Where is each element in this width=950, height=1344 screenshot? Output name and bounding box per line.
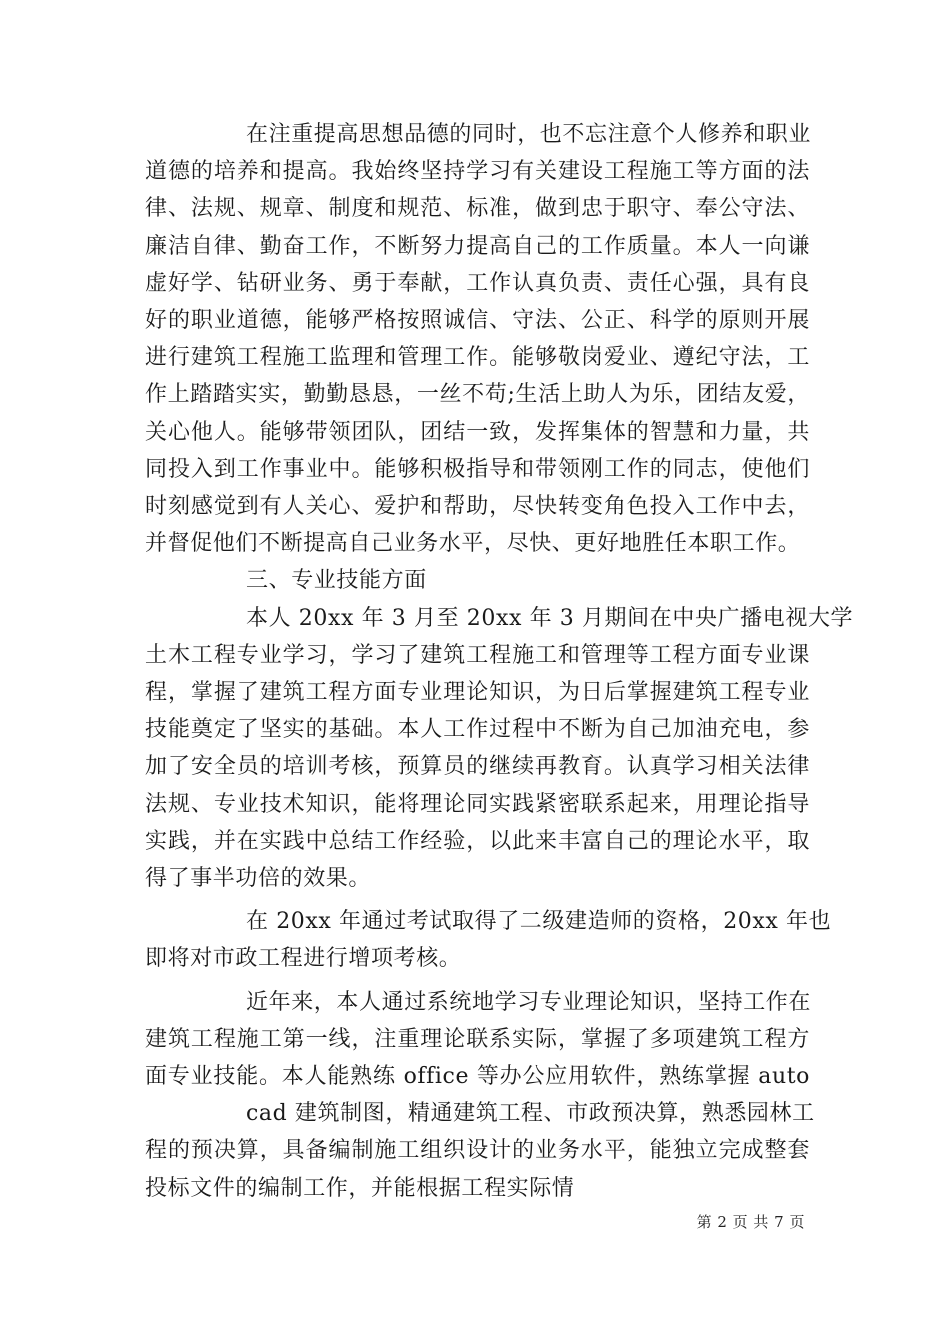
paragraph-line: cad 建筑制图，精通建筑工程、市政预决算，熟悉园林工 xyxy=(246,1101,815,1126)
section-heading: 三、专业技能方面 xyxy=(246,568,427,593)
paragraph-line: 即将对市政工程进行增项考核。 xyxy=(145,946,462,971)
paragraph-line: 面专业技能。本人能熟练 office 等办公应用软件，熟练掌握 auto xyxy=(145,1064,810,1089)
paragraph-line: 建筑工程施工第一线，注重理论联系实际，掌握了多项建筑工程方 xyxy=(145,1027,810,1052)
paragraph-line: 土木工程专业学习，学习了建筑工程施工和管理等工程方面专业课 xyxy=(145,643,810,668)
paragraph-line: 道德的培养和提高。我始终坚持学习有关建设工程施工等方面的法 xyxy=(145,159,810,184)
paragraph-line: 技能奠定了坚实的基础。本人工作过程中不断为自己加油充电，参 xyxy=(145,717,810,742)
paragraph-line: 加了安全员的培训考核，预算员的继续再教育。认真学习相关法律 xyxy=(145,754,810,779)
paragraph-line: 作上踏踏实实，勤勤恳恳，一丝不苟;生活上助人为乐，团结友爱， xyxy=(145,382,810,407)
paragraph-line: 律、法规、规章、制度和规范、标准，做到忠于职守、奉公守法、 xyxy=(145,196,810,221)
paragraph-line: 投标文件的编制工作，并能根据工程实际情 xyxy=(145,1176,575,1201)
paragraph-line: 在注重提高思想品德的同时，也不忘注意个人修养和职业 xyxy=(246,122,812,147)
paragraph-line: 程，掌握了建筑工程方面专业理论知识，为日后掌握建筑工程专业 xyxy=(145,680,810,705)
paragraph-line: 近年来，本人通过系统地学习专业理论知识，坚持工作在 xyxy=(246,990,812,1015)
paragraph-line: 虚好学、钻研业务、勇于奉献，工作认真负责、责任心强，具有良 xyxy=(145,271,810,296)
paragraph-line: 法规、专业技术知识，能将理论同实践紧密联系起来，用理论指导 xyxy=(145,792,810,817)
paragraph-line: 同投入到工作事业中。能够积极指导和带领刚工作的同志，使他们 xyxy=(145,457,810,482)
paragraph-line: 在 20xx 年通过考试取得了二级建造师的资格，20xx 年也 xyxy=(246,909,832,934)
paragraph-line: 好的职业道德，能够严格按照诚信、守法、公正、科学的原则开展 xyxy=(145,308,810,333)
paragraph-line: 并督促他们不断提高自己业务水平，尽快、更好地胜任本职工作。 xyxy=(145,531,801,556)
paragraph-line: 廉洁自律、勤奋工作，不断努力提高自己的工作质量。本人一向谦 xyxy=(145,234,810,259)
paragraph-line: 程的预决算，具备编制施工组织设计的业务水平，能独立完成整套 xyxy=(145,1138,810,1163)
paragraph-line: 进行建筑工程施工监理和管理工作。能够敬岗爱业、遵纪守法，工 xyxy=(145,345,810,370)
paragraph-line: 实践，并在实践中总结工作经验，以此来丰富自己的理论水平，取 xyxy=(145,829,810,854)
paragraph-line: 关心他人。能够带领团队，团结一致，发挥集体的智慧和力量，共 xyxy=(145,420,810,445)
paragraph-line: 得了事半功倍的效果。 xyxy=(145,866,372,891)
page-number-footer: 第 2 页 共 7 页 xyxy=(696,1213,805,1231)
paragraph-line: 本人 20xx 年 3 月至 20xx 年 3 月期间在中央广播电视大学 xyxy=(246,606,854,631)
paragraph-line: 时刻感觉到有人关心、爱护和帮助，尽快转变角色投入工作中去， xyxy=(145,494,810,519)
